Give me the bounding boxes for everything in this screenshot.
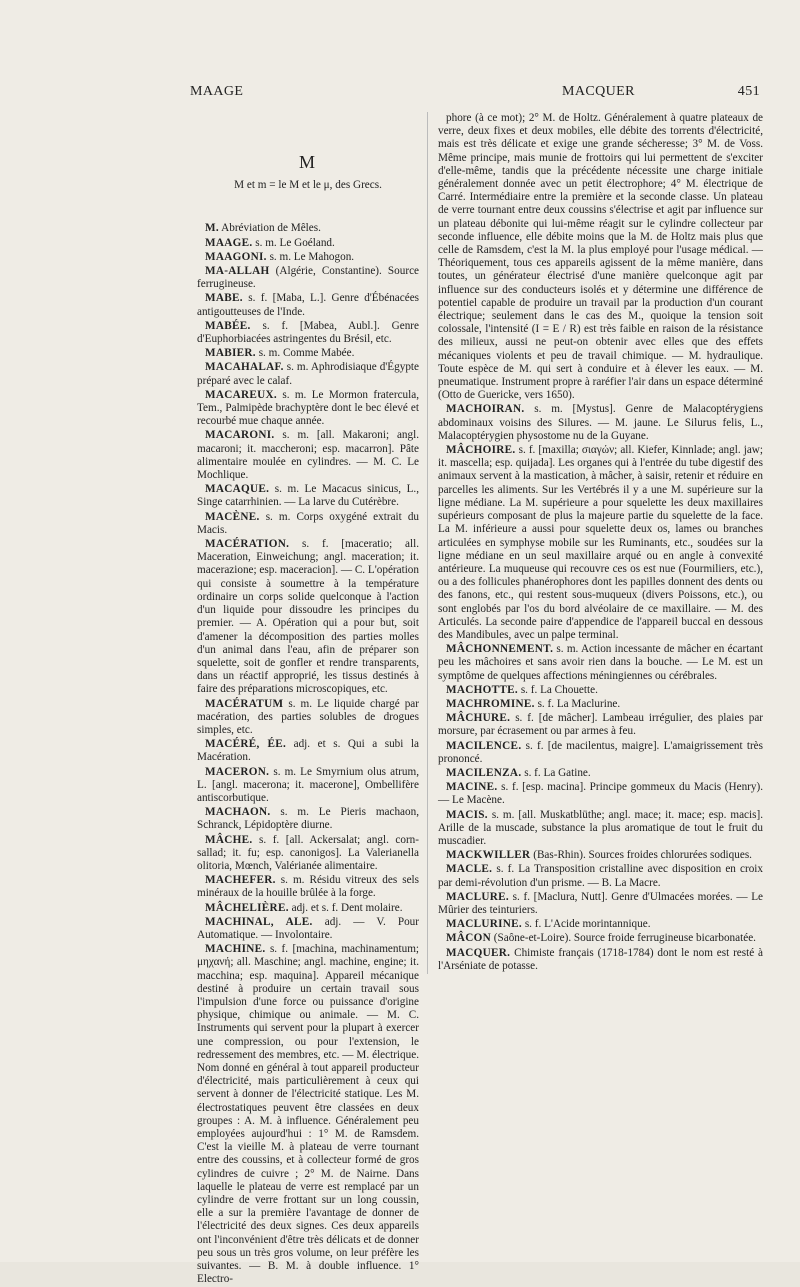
dictionary-entry <box>197 698 419 738</box>
entry-headword: MACARONI. <box>205 429 275 442</box>
dictionary-entry <box>197 265 419 291</box>
dictionary-entry <box>197 806 419 832</box>
dictionary-entry <box>438 403 763 443</box>
entry-headword: MACHAON. <box>205 806 271 819</box>
dictionary-entry <box>438 781 763 807</box>
dictionary-entry <box>438 891 763 917</box>
dictionary-entry <box>438 712 763 738</box>
entry-headword: MACÉRATUM <box>205 697 284 710</box>
dictionary-entry <box>197 361 419 387</box>
entry-headword: MÂCON <box>446 932 491 945</box>
entry-headword: MACILENCE. <box>446 739 522 752</box>
entry-definition: adj. et s. Qui a subi la Macération. <box>197 738 419 764</box>
dictionary-entry <box>197 483 419 509</box>
entry-definition: (Algérie, Constantine). Source ferrugineuse. <box>197 265 419 291</box>
dictionary-entry <box>438 740 763 766</box>
entry-headword: MACÈNE. <box>205 510 260 523</box>
dictionary-entry <box>197 292 419 318</box>
dictionary-entry <box>438 809 763 849</box>
entry-headword: MACLURE. <box>446 890 509 903</box>
entry-headword: MABÉE. <box>205 319 251 332</box>
section-letter: M <box>298 152 317 172</box>
right-column <box>427 112 763 974</box>
entry-definition: (Saône-et-Loire). Source froide ferrugineuse bicarbonatée. <box>493 932 756 945</box>
entry-definition: s. f. [Maba, L.]. Genre d'Ébénacées antigoutteuses de l'Inde. <box>197 292 420 318</box>
entry-headword: MACKWILLER <box>446 849 531 862</box>
dictionary-entry <box>197 943 419 1286</box>
entry-headword: MACINE. <box>446 781 498 794</box>
dictionary-entry <box>197 874 419 900</box>
entry-definition: s. m. Résidu vitreux des sels minéraux de la houille brûlée à la forge. <box>197 874 419 900</box>
dictionary-entry <box>438 947 763 973</box>
entry-headword: MÂCHELIÈRE. <box>205 901 289 914</box>
dictionary-entry <box>438 849 763 862</box>
entry-definition: s. f. La Transposition cristalline avec disposition en croix par demi-révolution d'un prisme. — B. La Macre. <box>438 863 763 889</box>
entry-headword: MACHEFER. <box>205 874 276 887</box>
dictionary-entry <box>438 444 763 642</box>
entry-definition: s. f. [de mâcher]. Lambeau irrégulier, des plaies par morsure, par écrasement ou par armes à feu. <box>438 712 764 738</box>
dictionary-entry <box>197 766 419 806</box>
entry-headword: MACHOTTE. <box>446 683 519 696</box>
entry-definition: s. f. [de macilentus, maigre]. L'amaigrissement très prononcé. <box>438 739 763 765</box>
entry-headword: MABE. <box>205 292 243 305</box>
entry-definition: s. f. [esp. macina]. Principe gommeux du Macis (Henry). — Le Macène. <box>438 781 764 807</box>
entry-headword: MACHINE. <box>205 943 266 956</box>
entry-definition: s. f. La Chouette. <box>520 683 598 696</box>
entry-definition: adj. — V. Pour Automatique. — Involontaire. <box>197 915 419 941</box>
dictionary-entry <box>197 511 419 537</box>
dictionary-entry <box>438 643 763 683</box>
entry-headword: MACHINAL, ALE. <box>205 915 313 928</box>
dictionary-entry <box>438 112 763 402</box>
entry-definition: s. f. [maxilla; σιαγών; all. Kiefer, Kinnlade; angl. jaw; it. mascella; esp. quijada]. Les organes qui à l'entrée du tube digestif des animaux servent à la mastication, à mâcher, à saisir, retenir et réduire en parcelles les aliments. Sur les Vertébrés il y a une M. supérieure sur la ligne médiane. La M. supérieure a pour squelette les deux maxillaires supérieurs composant de plus la majeure partie du squelette de la face. La M. inférieure a aussi pour squelette deux os, lames ou branches articulées en symphyse mobile sur les Ruminants, etc., soudées sur la ligne médiane en un seul maxillaire arqué ou en angle à convexité antérieure. La muqueuse qui recouvre ces os est nue (Fourmiliers, etc.), ou a des follicules phanérophores dont les papilles donnent des dents ou des fanons, etc., qui restent sous-muqueux (divers Poissons, etc.), ou sont englobés par l'os du bord alvéolaire de ce maxillaire. — M. des Articulés. La seconde paire d'appendice de l'appareil buccal en dessous des Mandibules, avec un palpe terminal. <box>438 444 763 641</box>
entry-definition: s. m. [Mystus]. Genre de Malacoptérygiens abdominaux voisins des Silures. — M. jaune. Le Silurus felis, L., Malacoptérygien physostome nu de la Guyane. <box>438 403 763 442</box>
entry-headword: MACILENZA. <box>446 766 522 779</box>
dictionary-entry <box>438 767 763 780</box>
entry-headword: MÂCHOIRE. <box>446 444 516 457</box>
entry-headword: MACAREUX. <box>205 388 277 401</box>
entry-headword: MACAHALAF. <box>205 361 284 374</box>
entry-headword: MACÉRÉ, ÉE. <box>205 738 287 751</box>
entry-definition: s. f. [machina, machinamentum; μηχανή; all. Maschine; angl. machine, engine; it. macchina; esp. maquina]. Appareil mécanique destiné à produire un certain travail sous l'impulsion d'une force ou puissance d'origine physique, chimique ou animale. — M. C. Instruments qui servent pour la plupart à exercer une compression, ou pour l'extension, le redressement des membres, etc. — M. électrique. Nom donné en général à tout appareil producteur d'électricité, mais particulièrement à ceux qui servent à donner de l'électricité statique. Les M. électrostatiques peuvent être classées en deux groupes : A. M. à influence. Généralement peu employées aujourd'hui : 1° M. de Ramsdem. C'est la vieille M. à plateau de verre tournant entre des coussins, et à collecteur formé de gros cylindres de cuivre ; 2° M. de Nairne. Dans laquelle le plateau de verre est remplacé par un cylindre de verre frottant sur un long coussin, elle a sur la première l'avantage de donner de l'électricité des deux signes. Ces deux appareils ont l'inconvénient d'être très délicats et de donner peu sous un très gros volume, on leur préfère les suivantes. — B. M. à double influence. 1° Electro- <box>197 943 419 1286</box>
dictionary-entry <box>197 389 419 429</box>
entry-headword: MAAGE. <box>205 236 253 249</box>
entry-definition: s. m. Le Mahogon. <box>269 250 355 263</box>
entry-headword: MACÉRATION. <box>205 538 290 551</box>
entry-headword: MACAQUE. <box>205 483 270 496</box>
page-number: 451 <box>737 84 760 99</box>
running-header <box>190 84 760 104</box>
entry-definition: s. f. [maceratio; all. Maceration, Einweichung; angl. maceration; it. macerazione; esp. maceracion]. — C. L'opération qui consiste à soumettre à la température ordinaire un corps solide quelconque à l'action d'un liquide pour dissoudre les principes du premier. — A. Opération qui a pour but, soit d'amener la décomposition des parties molles d'un animal dans l'eau, afin de préparer son squelette, soit de gonfler et rendre transparents, dans un réactif approprié, les tissus destinés à faire des préparations microscopiques, etc. <box>197 538 420 696</box>
dictionary-entry <box>438 932 763 945</box>
dictionary-entry <box>197 429 419 482</box>
entry-definition: s. m. Aphrodisiaque d'Égypte préparé avec le calaf. <box>197 361 419 387</box>
left-column <box>197 112 419 1287</box>
entry-headword: MACERON. <box>205 765 270 778</box>
dictionary-entry <box>197 834 419 874</box>
entry-definition: s. m. Le liquide chargé par macération, des parties solubles de drogues simples, etc. <box>197 697 419 736</box>
entry-definition: s. m. Le Goéland. <box>255 236 335 249</box>
entry-definition: s. f. [Mabea, Aubl.]. Genre d'Euphorbiacées astringentes du Brésil, etc. <box>197 319 420 346</box>
entry-definition: s. m. [all. Makaroni; angl. macaroni; it. maccheroni; esp. macarron]. Pâte alimentaire moulée en cylindres. — M. C. Le Mochlique. <box>197 429 420 482</box>
entry-headword: MACLE. <box>446 863 493 876</box>
dictionary-entry <box>197 538 419 696</box>
entry-definition: phore (à ce mot); 2° M. de Holtz. Généralement à quatre plateaux de verre, deux fixes et deux mobiles, elle débite des torrents d'électricité, mais est très délicate et exige une grande sécheresse; 3° M. de Voss. Même principe, mais munie de frottoirs qui lui permettent de s'exciter d'elle-même, tandis que la précédente nécessite une charge initiale généralement donnée avec un petit électrophore; 4° M. électrique de Carré. Intermédiaire entre la première et la seconde classe. Un plateau de verre tournant entre deux coussins s'électrise et agit par influence sur un plateau débonite qui lui-même réagit sur le cylindre collecteur par seconde influence, elle débite moins que la M. de Holtz mais plus que celle de Ramsdem, c'est la M. la plus employé pour l'usage médical. — Théoriquement, tous ces appareils agissent de la même manière, dans toutes, un générateur électrisé d'une manière quelconque agit par influence sur des conducteurs isolés et y détermine une différence de potentiel capable de produire un travail par la production d'un courant électrique; seulement dans le cas des M., quoique la tension soit colossale, l'intensité (I = E / R) est très faible en raison de la résistance des milieux, aussi ne peut-on obtenir avec elles que des effets mécaniques violents et peu de travail chimique. — M. hydraulique. Toute espèce de M. qui sert à conduire et à élever les eaux. — M. pneumatique. Instrument propre à raréfier l'air dans un espace déterminé (Otto de Guericke, vers 1650). <box>438 112 763 402</box>
entry-headword: MABIER. <box>205 347 256 360</box>
entry-headword: MAAGONI. <box>205 250 267 263</box>
dictionary-entry <box>197 738 419 764</box>
entry-definition: s. m. Le Pieris machaon, Schranck, Lépidoptère diurne. <box>197 806 420 832</box>
dictionary-entry <box>197 251 419 264</box>
entry-definition: Abréviation de Mêles. <box>221 222 321 235</box>
entry-headword: MACHROMINE. <box>446 697 535 710</box>
dictionary-entry <box>197 347 419 360</box>
entry-definition: s. f. La Maclurine. <box>537 697 621 710</box>
entry-definition: s. f. La Gatine. <box>524 766 591 779</box>
entry-headword: MACHOIRAN. <box>446 403 525 416</box>
entry-definition: s. m. Corps oxygéné extrait du Macis. <box>197 510 420 536</box>
entry-definition: (Bas-Rhin). Sources froides chlorurées sodiques. <box>533 849 752 862</box>
header-right-guideword: MACQUER <box>562 84 635 99</box>
section-intro: M et m = le M et le μ, des Grecs. <box>234 179 382 192</box>
dictionary-entry <box>197 902 419 915</box>
entry-headword: MACIS. <box>446 808 488 821</box>
entry-definition: adj. et s. f. Dent molaire. <box>291 901 403 914</box>
entry-headword: MÂCHONNEMENT. <box>446 643 554 656</box>
dictionary-entry <box>438 918 763 931</box>
entry-headword: MÂCHURE. <box>446 712 511 725</box>
entry-definition: s. m. Le Mormon fratercula, Tem., Palmipède brachyptère dont le bec élevé et recourbé mue chaque année. <box>197 388 419 428</box>
entry-definition: Chimiste français (1718-1784) dont le nom est resté à l'Arséniate de potasse. <box>438 946 763 972</box>
entry-definition: s. m. Le Smyrnium olus atrum, L. [angl. macerona; it. macerone], Ombellifère antiscorbutique. <box>197 765 420 804</box>
entry-definition: s. m. Comme Mabée. <box>258 347 355 360</box>
entry-definition: s. f. L'Acide morintannique. <box>524 918 651 931</box>
dictionary-entry <box>197 237 419 250</box>
entry-definition: s. m. [all. Muskatblüthe; angl. mace; it. mace; esp. macis]. Arille de la muscade, substance la plus aromatique de tout le fruit du muscadier. <box>438 808 763 847</box>
entry-definition: s. f. [all. Ackersalat; angl. corn-sallad; it. fu; esp. canonigos]. La Valerianella olitoria, Mœnch, Valérianée alimentaire. <box>197 833 419 872</box>
entry-definition: s. m. Le Macacus sinicus, L., Singe catarrhinien. — La larve du Cutérèbre. <box>197 483 419 509</box>
entry-definition: s. m. Action incessante de mâcher en écartant peu les mâchoires et sans avoir rien dans la bouche. — Le M. est un symptôme de quelques affections méningiennes ou cérébrales. <box>438 643 764 682</box>
entry-headword: MA-ALLAH <box>205 265 270 278</box>
entry-headword: MACLURINE. <box>446 918 523 931</box>
entry-headword: MÂCHE. <box>205 833 253 846</box>
dictionary-entry <box>197 320 419 346</box>
entry-headword: MACQUER. <box>446 946 511 959</box>
entry-definition: s. f. [Maclura, Nutt]. Genre d'Ulmacées morées. — Le Mûrier des teinturiers. <box>438 890 764 916</box>
header-left-guideword: MAAGE <box>190 84 244 99</box>
dictionary-entry <box>197 916 419 942</box>
dictionary-entry <box>197 222 419 235</box>
dictionary-entry <box>438 684 763 697</box>
dictionary-entry <box>438 863 763 889</box>
entry-headword: M. <box>205 222 219 235</box>
dictionary-entry <box>438 698 763 711</box>
